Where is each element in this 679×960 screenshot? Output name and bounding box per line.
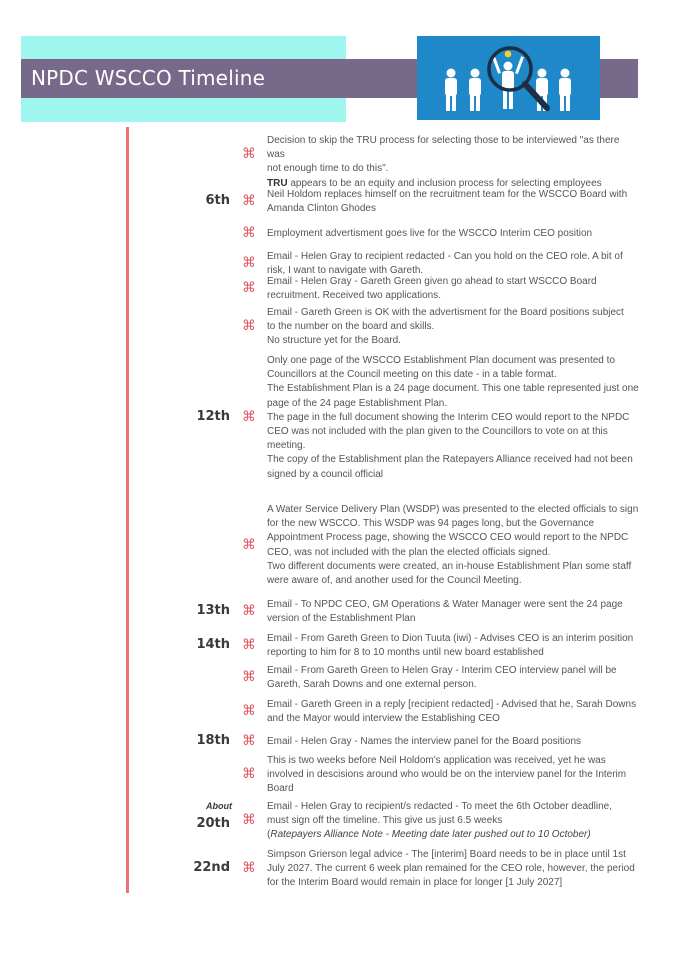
- entry-line: signed by a council official: [267, 468, 383, 480]
- entry-line: and the Mayor would interview the Establishing CEO: [267, 713, 500, 725]
- entry-line: Email - Helen Gray - Gareth Green given go ahead to start WSCCO Board: [267, 276, 597, 287]
- command-bullet-icon: ⌘: [242, 602, 256, 619]
- entry-text: [267, 632, 639, 660]
- entry-line: version of the Establishment Plan: [267, 613, 416, 625]
- entry-line: A Water Service Delivery Plan (WSDP) was presented to the elected officials to sign: [267, 504, 639, 515]
- entry-line: meeting.: [267, 440, 306, 452]
- entry-line: Board: [267, 783, 294, 795]
- entry-line: The copy of the Establishment plan the Ratepayers Alliance received had not been: [267, 454, 633, 466]
- command-bullet-icon: ⌘: [242, 192, 256, 209]
- entry-line: July 2027. The current 6 week plan remained for the CEO role, however, the period: [267, 863, 635, 875]
- entry-line: Employment advertisment goes live for the WSCCO Interim CEO position: [267, 228, 593, 239]
- entry-date: 14th: [196, 637, 230, 653]
- entry-line: Neil Holdom replaces himself on the recruitment team for the WSCCO Board with: [267, 189, 628, 200]
- command-bullet-icon: ⌘: [242, 636, 256, 653]
- command-bullet-icon: ⌘: [242, 407, 256, 424]
- entry-date-prefix: About: [206, 801, 232, 812]
- entry-line: Councillors at the Council meeting on this date - in a table format.: [267, 369, 557, 381]
- entry-line: risk, I want to navigate with Gareth.: [267, 265, 424, 277]
- entry-line: This is two weeks before Neil Holdom's application was received, yet he was: [267, 755, 606, 766]
- entry-text: [267, 698, 639, 726]
- entry-line: Email - Helen Gray to recipient redacted - Can you hold on the CEO role. A bit of: [267, 251, 623, 262]
- timeline-line: [126, 127, 129, 893]
- entry-line: CEO, was not included with the plan the elected officials signed.: [267, 546, 551, 558]
- entry-line: Email - Gareth Green is OK with the advertisment for the Board positions subject: [267, 307, 624, 318]
- entry-text: [267, 735, 639, 749]
- command-bullet-icon: ⌘: [242, 535, 256, 552]
- command-bullet-icon: ⌘: [242, 224, 256, 241]
- command-bullet-icon: ⌘: [242, 732, 256, 749]
- entry-text: [267, 275, 639, 303]
- entry-line: not enough time to do this".: [267, 163, 389, 175]
- entry-line: to the number on the board and skills.: [267, 321, 435, 333]
- command-bullet-icon: ⌘: [242, 702, 256, 719]
- entry-line: for the new WSCCO. This WSDP was 94 pages long, but the Governance: [267, 518, 595, 530]
- entry-line: for the Interim Board would remain in place for longer [1 July 2027]: [267, 877, 563, 889]
- entry-line: Email - Helen Gray to recipient/s redacted - To meet the 6th October deadline,: [267, 801, 612, 812]
- entry-line: Only one page of the WSCCO Establishment Plan document was presented to: [267, 355, 615, 366]
- entry-text: Email - Helen Gray to recipient/s redacted - To meet the 6th October deadline, must sign off the timeline. This give us just 6.5 weeks (Ratepayers Alliance Note - Meeting date later pushed out to 10 October): [267, 801, 612, 841]
- entry-italic-note: Ratepayers Alliance Note - Meeting date later pushed out to 10 October): [270, 829, 591, 841]
- entry-text: [267, 227, 639, 241]
- entry-line: Email - Gareth Green in a reply [recipient redacted] - Advised that he, Sarah Downs: [267, 699, 637, 710]
- entry-line: involved in descisions around who would be on the interview panel for the Interim: [267, 769, 627, 781]
- recruitment-magnifier-icon: [417, 36, 600, 120]
- entry-text: [267, 598, 639, 626]
- entry-text: [267, 134, 639, 191]
- entry-date: 20th: [196, 816, 230, 832]
- entry-line: Amanda Clinton Ghodes: [267, 203, 376, 215]
- entry-line: Email - To NPDC CEO, GM Operations & Water Manager were sent the 24 page: [267, 599, 623, 610]
- page-title: NPDC WSCCO Timeline: [31, 66, 266, 90]
- entry-text: [267, 848, 639, 891]
- entry-text: [267, 664, 639, 692]
- entry-line: appears to be an equity and inclusion process for selecting employees: [287, 177, 602, 189]
- command-bullet-icon: ⌘: [242, 145, 256, 162]
- entry-date: 13th: [196, 603, 230, 619]
- entry-text: [267, 354, 639, 482]
- entry-line: recruitment. Received two applications.: [267, 290, 441, 302]
- entry-text: [267, 754, 639, 797]
- entry-line: Simpson Grierson legal advice - The [interim] Board needs to be in place until 1st: [267, 849, 626, 860]
- entry-date: 6th: [205, 193, 230, 209]
- entry-line: The Establishment Plan is a 24 page document. This one table represented just one: [267, 383, 639, 395]
- entry-line: The page in the full document showing the Interim CEO would report to the NPDC: [267, 411, 630, 423]
- entry-line: Two different documents were created, an in-house Establishment Plan some staff: [267, 560, 632, 572]
- entry-line: Decision to skip the TRU process for selecting those to be interviewed "as there was: [267, 135, 620, 161]
- command-bullet-icon: ⌘: [242, 279, 256, 296]
- entry-line: Appointment Process page, showing the WSCCO CEO would report to the NPDC: [267, 532, 629, 544]
- entry-line: CEO was not included with the plan given to the Councillors to vote on at this: [267, 426, 608, 438]
- command-bullet-icon: ⌘: [242, 811, 256, 828]
- entry-date: 22nd: [193, 860, 230, 876]
- entry-text: [267, 306, 639, 349]
- command-bullet-icon: ⌘: [242, 668, 256, 685]
- entry-line: No structure yet for the Board.: [267, 335, 401, 347]
- entry-line: reporting to him for 8 to 10 months until new board established: [267, 647, 544, 659]
- recruitment-hero-image: [417, 36, 600, 120]
- entry-line: Email - Helen Gray - Names the interview panel for the Board positions: [267, 736, 582, 747]
- entry-text: [267, 188, 639, 216]
- command-bullet-icon: ⌘: [242, 254, 256, 271]
- command-bullet-icon: ⌘: [242, 317, 256, 334]
- entry-line: Email - From Gareth Green to Dion Tuuta (iwi) - Advises CEO is an interim position: [267, 633, 634, 644]
- entry-line: Email - From Gareth Green to Helen Gray - Interim CEO interview panel will be: [267, 665, 617, 676]
- entry-line: page of the 24 page Establishment Plan.: [267, 397, 448, 409]
- command-bullet-icon: ⌘: [242, 765, 256, 782]
- entry-bold-term: TRU: [267, 177, 288, 189]
- entry-line: must sign off the timeline. This give us just 6.5 weeks: [267, 815, 503, 827]
- entry-date: 12th: [196, 408, 230, 424]
- entry-line: Gareth, Sarah Downs and one external person.: [267, 679, 477, 691]
- entry-date: 18th: [196, 733, 230, 749]
- entry-text: [267, 503, 639, 588]
- entry-line: were aware of, and another used for the Council Meeting.: [267, 575, 522, 587]
- command-bullet-icon: ⌘: [242, 859, 256, 876]
